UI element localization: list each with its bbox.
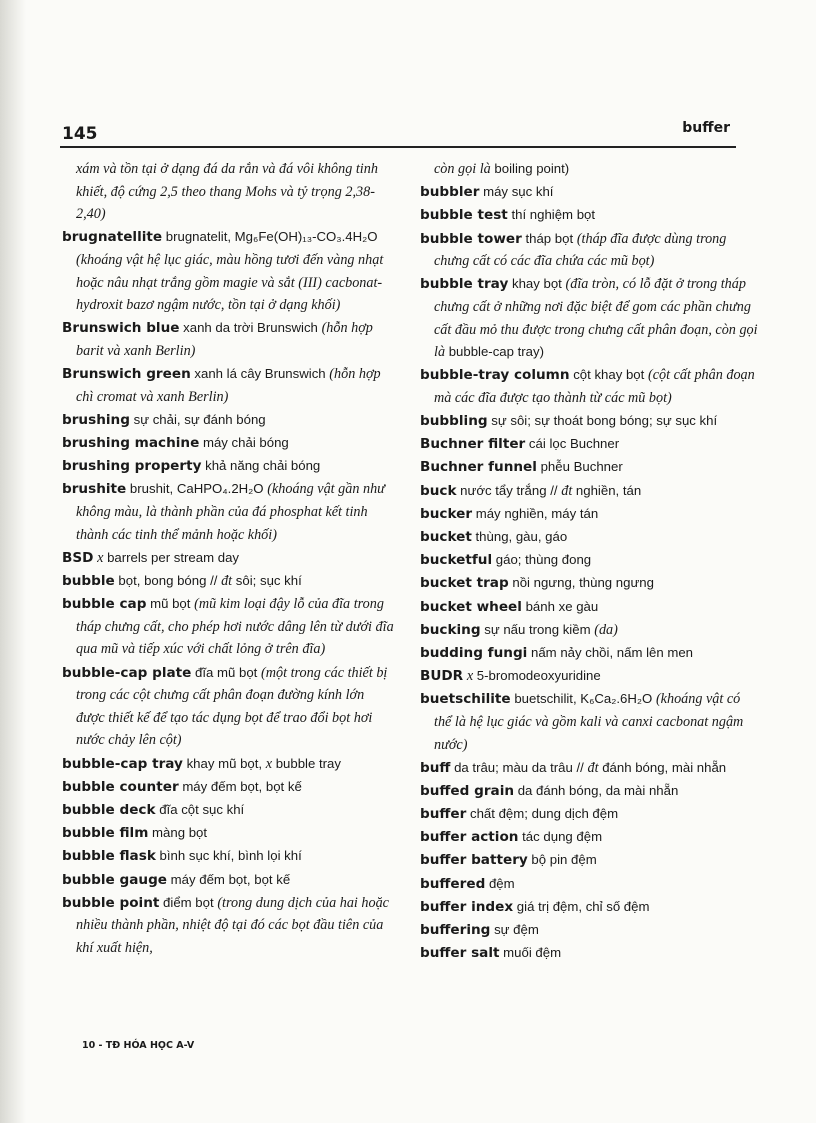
definition-note: (mũ kim loại đậy lỗ của đĩa trong tháp chưng cất, cho phép hơi nước dâng lên từ dưới đĩa qua mũ và tiếp xúc với chất lỏng ở trên đĩa) — [76, 596, 394, 658]
definition-text: muối đệm — [499, 945, 562, 961]
dictionary-entry — [420, 181, 760, 204]
entry-continuation — [62, 158, 394, 226]
dictionary-entry — [62, 799, 394, 822]
definition-note: đt — [561, 482, 573, 499]
page-number: 145 — [62, 124, 98, 144]
dictionary-entry — [62, 593, 394, 661]
definition-text: buetschilit, K₆Ca₂.6H₂O — [510, 691, 656, 707]
headword: bubble tower — [420, 230, 522, 247]
headword: bucket wheel — [420, 598, 522, 615]
dictionary-entry — [62, 822, 394, 845]
definition-text: brugnatelit, Mg₆Fe(OH)₁₃-CO₃.4H₂O — [162, 229, 378, 245]
headword: bubble tray — [420, 276, 509, 293]
definition-text: đánh bóng, mài nhẵn — [598, 759, 727, 775]
definition-note: (tháp đĩa được dùng trong chưng cất có các đĩa chứa các mũ bọt) — [434, 230, 727, 270]
headword: Buchner funnel — [420, 459, 537, 476]
definition-text: nước tẩy trắng // — [456, 482, 562, 498]
dictionary-entry — [62, 226, 394, 316]
definition-text: cái lọc Buchner — [525, 436, 620, 452]
definition-text: xanh lá cây Brunswich — [190, 366, 330, 382]
headword: bubble flask — [62, 848, 156, 865]
headword: buffer salt — [420, 945, 500, 962]
headword: buck — [420, 482, 457, 499]
dictionary-entry — [420, 665, 760, 688]
dictionary-entry — [420, 919, 760, 942]
definition-text: bubble tray — [272, 755, 341, 771]
definition-text: máy chải bóng — [199, 435, 289, 451]
headword: bubbler — [420, 184, 480, 201]
definition-text: bọt, bong bóng // — [114, 573, 222, 589]
dictionary-entry — [62, 662, 394, 752]
definition-note: đt — [221, 573, 233, 590]
dictionary-entry — [420, 526, 760, 549]
headword: buffered — [420, 875, 486, 892]
headword: brushing property — [62, 458, 202, 475]
definition-text: gáo; thùng đong — [492, 552, 592, 568]
definition-note: (một trong các thiết bị trong các cột chưng cất phân đoạn đường kính lớn được thiết kế để tạo tác dụng bọt để trao đổi bọt hơi nước chảy lên cột) — [76, 664, 388, 749]
dictionary-entry — [62, 478, 394, 546]
definition-text: sự sôi; sự thoát bong bóng; sự sục khí — [487, 413, 718, 429]
definition-text: đệm — [485, 875, 515, 891]
dictionary-entry — [420, 456, 760, 479]
dictionary-entry — [62, 317, 394, 362]
definition-note: (đĩa tròn, có lỗ đặt ở trong tháp chưng cất ở những nơi đặc biệt để gom các phần chưng cất đầu mỏ thu được trong chưng cất phân đoạn, còn gọi là — [434, 276, 758, 361]
definition-note: (da) — [594, 621, 618, 638]
definition-text: đĩa cột sục khí — [155, 801, 245, 817]
definition-text: giá trị đệm, chỉ số đệm — [513, 898, 650, 914]
definition-text: sôi; sục khí — [232, 573, 302, 589]
headword: buffer — [420, 806, 467, 823]
definition-text: khay mũ bọt, — [182, 755, 266, 771]
headword: bubble cap — [62, 596, 147, 613]
headword: bubble — [62, 573, 115, 590]
definition-note: x — [265, 755, 273, 772]
dictionary-entry — [420, 433, 760, 456]
headword: bubble-cap plate — [62, 664, 192, 681]
definition-text: bình sục khí, bình lọi khí — [155, 848, 302, 864]
dictionary-entry — [420, 873, 760, 896]
definition-text: xanh da trời Brunswich — [179, 320, 322, 336]
dictionary-entry — [62, 869, 394, 892]
definition-text: tháp bọt — [521, 230, 577, 246]
headword: bubble film — [62, 825, 149, 842]
dictionary-entry — [420, 688, 760, 756]
definition-note: đt — [587, 759, 599, 776]
headword: bucker — [420, 505, 473, 522]
headword: brushing machine — [62, 435, 200, 452]
headword: BSD — [62, 549, 94, 566]
dictionary-entry — [62, 892, 394, 960]
dictionary-entry — [62, 845, 394, 868]
definition-text: bộ pin đệm — [527, 852, 597, 868]
headword: buffer battery — [420, 852, 528, 869]
dictionary-entry — [62, 363, 394, 408]
definition-text: đĩa mũ bọt — [191, 664, 262, 680]
dictionary-entry — [420, 410, 760, 433]
definition-text: da trâu; màu da trâu // — [450, 759, 588, 775]
headword: Brunswich blue — [62, 320, 180, 337]
definition-text: sự đệm — [490, 922, 539, 938]
headword: bubbling — [420, 413, 488, 430]
headword: BUDR — [420, 668, 464, 685]
left-column — [62, 158, 394, 960]
definition-text: brushit, CaHPO₄.2H₂O — [126, 481, 268, 497]
definition-note: xám và tồn tại ở dạng đá da rắn và đá vôi không tinh khiết, độ cứng 2,5 theo thang Mohs và tỷ trọng 2,38-2,40) — [76, 161, 378, 223]
running-head: buffer — [682, 120, 730, 136]
dictionary-entry — [420, 803, 760, 826]
dictionary-entry — [420, 273, 760, 363]
dictionary-entry — [420, 757, 760, 780]
definition-text: bubble-cap tray) — [445, 344, 545, 360]
header-rule — [60, 146, 736, 148]
dictionary-entry — [420, 619, 760, 642]
dictionary-entry — [420, 204, 760, 227]
right-column — [420, 158, 760, 965]
definition-text: cột khay bọt — [569, 367, 648, 383]
definition-note: x — [97, 549, 104, 566]
dictionary-entry — [420, 228, 760, 273]
headword: brugnatellite — [62, 229, 163, 246]
footer-signature: 10 - TĐ HÓA HỌC A-V — [82, 1040, 195, 1051]
headword: bubble deck — [62, 801, 156, 818]
definition-text: barrels per stream day — [103, 549, 240, 565]
headword: bubble point — [62, 894, 160, 911]
dictionary-entry — [420, 942, 760, 965]
definition-text: máy đếm bọt, bọt kế — [178, 778, 302, 794]
dictionary-entry — [420, 596, 760, 619]
dictionary-entry — [420, 503, 760, 526]
headword: bucket trap — [420, 575, 509, 592]
headword: bubble-cap tray — [62, 755, 183, 772]
dictionary-entry — [62, 753, 394, 776]
headword: buffer action — [420, 829, 519, 846]
definition-text: thùng, gàu, gáo — [471, 529, 568, 545]
headword: buetschilite — [420, 691, 511, 708]
definition-text: màng bọt — [148, 825, 208, 841]
dictionary-entry — [420, 572, 760, 595]
definition-note: (cột cất phân đoạn mà các đĩa được tạo thành từ các mũ bọt) — [434, 367, 755, 406]
definition-text: 5-bromodeoxyuridine — [473, 668, 601, 684]
headword: buffer index — [420, 898, 514, 915]
dictionary-entry — [420, 364, 760, 409]
definition-text: nấm nảy chồi, nấm lên men — [527, 644, 694, 660]
definition-text: tác dụng đệm — [518, 829, 603, 845]
definition-text: khay bọt — [508, 276, 566, 292]
dictionary-entry — [62, 432, 394, 455]
definition-text: chất đệm; dung dịch đệm — [466, 806, 619, 822]
definition-text: nồi ngưng, thùng ngưng — [508, 575, 654, 591]
definition-note: (hỗn hợp barit và xanh Berlin) — [76, 320, 373, 359]
definition-note: (khoáng vật hệ lục giác, màu hồng tươi đến vàng nhạt hoặc nâu nhạt trắng gồm magie và sắt (III) cacbonat-hydroxit bazơ ngậm nước, tồn tại ở dạng khối) — [76, 251, 384, 314]
definition-text: sự chải, sự đánh bóng — [129, 411, 266, 427]
definition-text: khả năng chải bóng — [201, 458, 321, 474]
definition-note: (hỗn hợp chì cromat và xanh Berlin) — [76, 366, 381, 405]
definition-text: boiling point) — [490, 161, 570, 176]
dictionary-entry — [62, 455, 394, 478]
definition-note: x — [466, 668, 474, 685]
dictionary-entry — [420, 780, 760, 803]
dictionary-entry — [62, 409, 394, 432]
headword: buffering — [420, 922, 491, 939]
headword: brushite — [62, 481, 127, 498]
headword: bucketful — [420, 552, 493, 569]
dictionary-entry — [420, 826, 760, 849]
headword: buffed grain — [420, 782, 515, 799]
headword: bubble test — [420, 207, 508, 224]
definition-text: máy nghiền, máy tán — [472, 505, 599, 521]
definition-note: (khoáng vật có thể là hệ lục giác và gồm kali và canxi cacbonat ngậm nước) — [434, 691, 744, 753]
dictionary-entry — [420, 849, 760, 872]
definition-text: nghiền, tán — [572, 482, 642, 498]
dictionary-entry — [62, 776, 394, 799]
definition-note: còn gọi là — [434, 161, 491, 177]
definition-text: sự nấu trong kiềm — [480, 621, 595, 637]
headword: buff — [420, 759, 451, 776]
definition-note: (trong dung dịch của hai hoặc nhiều thành phần, nhiệt độ tại đó các bọt đầu tiên của khí xuất hiện, — [76, 894, 389, 956]
headword: bubble counter — [62, 778, 179, 795]
dictionary-entry — [62, 547, 394, 570]
headword: brushing — [62, 411, 130, 428]
definition-note: (khoáng vật gần như không màu, là thành phần của đá phosphat kết tinh thành các tinh thể mảnh hoặc khối) — [76, 481, 385, 543]
headword: bucket — [420, 529, 472, 546]
headword: bubble gauge — [62, 871, 168, 888]
dictionary-entry — [62, 570, 394, 593]
definition-text: điểm bọt — [159, 894, 218, 910]
definition-text: phễu Buchner — [536, 459, 623, 475]
definition-text: thí nghiệm bọt — [507, 207, 596, 223]
dictionary-entry — [420, 480, 760, 503]
dictionary-entry — [420, 642, 760, 665]
dictionary-entry — [420, 896, 760, 919]
page-edge-shadow — [0, 0, 26, 1123]
headword: budding fungi — [420, 644, 528, 661]
headword: Buchner filter — [420, 436, 526, 453]
definition-text: bánh xe gàu — [521, 598, 599, 614]
entry-continuation — [420, 158, 760, 181]
dictionary-entry — [420, 549, 760, 572]
headword: Brunswich green — [62, 366, 191, 383]
definition-text: da đánh bóng, da mài nhẵn — [514, 782, 679, 798]
headword: bucking — [420, 621, 481, 638]
headword: bubble-tray column — [420, 367, 570, 384]
definition-text: máy đếm bọt, bọt kế — [167, 871, 291, 887]
definition-text: máy sục khí — [479, 184, 554, 200]
definition-text: mũ bọt — [146, 596, 195, 612]
